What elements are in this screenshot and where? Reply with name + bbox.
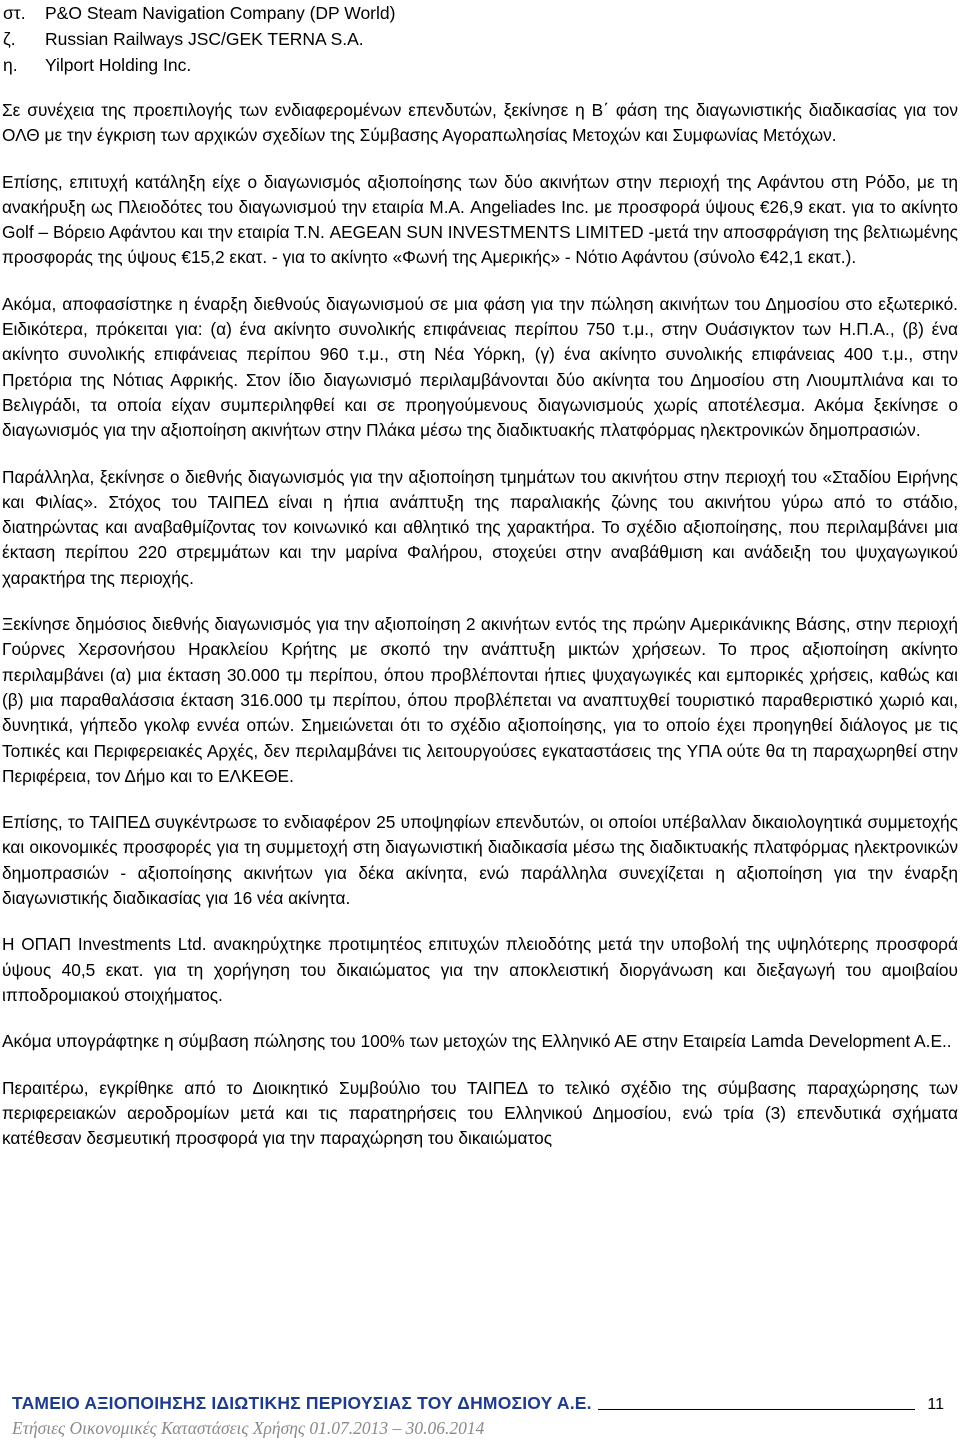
paragraph-abroad-properties: Ακόμα, αποφασίστηκε η έναρξη διεθνούς διαγωνισμού σε μια φάση για την πώληση ακινήτων του Δημοσίου στο εξωτερικό. Ειδικότερα, πρόκειται για: (α) ένα ακίνητο συνολικής επιφάνειας περίπου 750 τ.μ., στην Ουάσιγκτον των Η.Π.Α., (β) ένα ακίνητο συνολικής επιφάνειας περίπου 960 τ.μ., στη Νέα Υόρκη, (γ) ένα ακίνητο συνολικής επιφάνειας 400 τ.μ., στην Πρετόρια της Νότιας Αφρικής. Στον ίδιο διαγωνισμό περιλαμβάνονται δύο ακίνητα του Δημοσίου στη Λιουμπλιάνα και το Βελιγράδι, τα οποία είχαν συμπεριληφθεί και σε προηγούμενους διαγωνισμούς χωρίς αποτέλεσμα. Ακόμα ξεκίνησε ο διαγωνισμός για την αξιοποίηση ακινήτων στην Πλάκα μέσω της διαδικτυακής πλατφόρμας ηλεκτρονικών δημοπρασιών.	[2, 293, 958, 441]
investor-list	[2, 0, 958, 78]
paragraph-e-auctions: Επίσης, το ΤΑΙΠΕΔ συγκέντρωσε το ενδιαφέρον 25 υποψηφίων επενδυτών, οι οποίοι υπέβαλλαν δικαιολογητικά συμμετοχής και οικονομικές προσφορές για τη συμμετοχή στη διαγωνιστική διαδικασία μέσω της διαδικτυακής πλατφόρμας ηλεκτρονικών δημοπρασιών - αξιοποίησης ακινήτων για δέκα ακίνητα, ενώ παράλληλα συνεχίζεται η αξιοποίηση για την έναρξη διαγωνιστικής διαδικασίας για 16 νέα ακίνητα.	[2, 812, 958, 909]
list-marker: στ.	[3, 3, 26, 23]
list-item	[2, 52, 958, 78]
page-number: 11	[927, 1396, 944, 1413]
footer-divider	[598, 1409, 916, 1410]
paragraph-opap-horse-racing: Η ΟΠΑΠ Investments Ltd. ανακηρύχτηκε προτιμητέος επιτυχών πλειοδότης μετά την υποβολή της υψηλότερης προσφορά ύψους 40,5 εκατ. για τη χορήγηση του δικαιώματος για την αποκλειστική διοργάνωση και διεξαγωγή του αμοιβαίου ιπποδρομιακού στοιχήματος.	[2, 934, 958, 1005]
paragraph-peace-friendship-stadium: Παράλληλα, ξεκίνησε ο διεθνής διαγωνισμός για την αξιοποίηση τμημάτων του ακινήτου στην περιοχή του «Σταδίου Ειρήνης και Φιλίας». Στόχος του ΤΑΙΠΕΔ είναι η ήπια ανάπτυξη της παραλιακής ζώνης του ακινήτου γύρω από το στάδιο, διατηρώντας και αναβαθμίζοντας τον κοινωνικό και αθλητικό της χαρακτήρα. Το σχέδιο αξιοποίησης, που περιλαμβάνει μια έκταση περίπου 220 στρεμμάτων και την μαρίνα Φαλήρου, στοχεύει στην αναβάθμιση και ανάδειξη του ψυχαγωγικού χαρακτήρα της περιοχής.	[2, 466, 958, 588]
paragraph-regional-airports: Περαιτέρω, εγκρίθηκε από το Διοικητικό Συμβούλιο του ΤΑΙΠΕΔ το τελικό σχέδιο της σύμβασης παραχώρησης των περιφερειακών αεροδρομίων μετά και τις παρατηρήσεις του Ελληνικού Δημοσίου, ενώ τρία (3) επενδυτικά σχήματα κατέθεσαν δεσμευτική προσφορά για την παραχώρηση του δικαιώματος	[2, 1077, 958, 1149]
list-marker: η.	[3, 55, 18, 75]
list-item-text: Yilport Holding Inc.	[45, 55, 192, 75]
page-footer	[6, 1393, 954, 1439]
paragraph-gournes-crete: Ξεκίνησε δημόσιος διεθνής διαγωνισμός για την αξιοποίηση 2 ακινήτων εντός της πρώην Αμερικάνικης Βάσης, στην περιοχή Γούρνες Χερσονήσου Ηρακλείου Κρήτης με σκοπό την ανάπτυξη μικτών χρήσεων. Το προς αξιοποίηση ακίνητο περιλαμβάνει (α) μια έκταση 30.000 τμ περίπου, όπου προβλέπονται ήπιες ψυχαγωγικές και εμπορικές χρήσεις, καθώς και (β) μια παραθαλάσσια έκταση 316.000 τμ περίπου, όπου προβλέπεται να αναπτυχθεί τουριστικό παραθεριστικό χωριό και, δυνητικά, γήπεδο γκολφ εννέα οπών. Σημειώνεται ότι το σχέδιο αξιοποίησης, για το οποίο έχει προηγηθεί διάλογος με τις Τοπικές και Περιφερειακές Αρχές, δεν περιλαμβάνει τις λειτουργούσες εγκαταστάσεις της ΥΠΑ ούτε θα τη παραχωρηθεί στην Περιφέρεια, τον Δήμο και το ΕΛΚΕΘΕ.	[2, 614, 958, 786]
paragraph-elliniko-lamda: Ακόμα υπογράφτηκε η σύμβαση πώλησης του 100% των μετοχών της Ελληνικό ΑΕ στην Εταιρεία Lamda Development A.E..	[2, 1031, 952, 1052]
footer-subtitle: Ετήσιες Οικονομικές Καταστάσεις Χρήσης 01.07.2013 – 30.06.2014	[12, 1418, 485, 1438]
list-item-text: Russian Railways JSC/GEK TERNA S.A.	[45, 29, 364, 49]
list-marker: ζ.	[3, 29, 16, 49]
paragraph-afantou: Επίσης, επιτυχή κατάληξη είχε ο διαγωνισμός αξιοποίησης των δύο ακινήτων στην περιοχή της Αφάντου στη Ρόδο, με τη ανακήρυξη ως Πλειοδότες του διαγωνισμού την εταιρία Μ.Α. Angeliades Inc. με προσφορά ύψους €26,9 εκατ. για το ακίνητο Golf – Βόρειο Αφάντου και την εταιρία Τ.Ν. AEGEAN SUN INVESTMENTS LIMITED -μετά την αποσφράγιση της βελτιωμένης προσφοράς της ύψους €15,2 εκατ. - για το ακίνητο «Φωνή της Αμερικής» - Νότιο Αφάντου (σύνολο €42,1 εκατ.).	[2, 171, 958, 268]
list-item	[2, 0, 958, 26]
list-item	[2, 26, 958, 52]
footer-title: ΤΑΜΕΙΟ ΑΞΙΟΠΟΙΗΣΗΣ ΙΔΙΩΤΙΚΗΣ ΠΕΡΙΟΥΣΙΑΣ ΤΟΥ ΔΗΜΟΣΙΟΥ Α.Ε.	[12, 1393, 592, 1413]
list-item-text: P&O Steam Navigation Company (DP World)	[45, 3, 396, 23]
paragraph-olth: Σε συνέχεια της προεπιλογής των ενδιαφερομένων επενδυτών, ξεκίνησε η Β΄ φάση της διαγωνιστικής διαδικασίας για τον ΟΛΘ με την έγκριση των αρχικών σχεδίων της Σύμβασης Αγοραπωλησίας Μετοχών και Συμφωνίας Μετόχων.	[2, 100, 958, 146]
